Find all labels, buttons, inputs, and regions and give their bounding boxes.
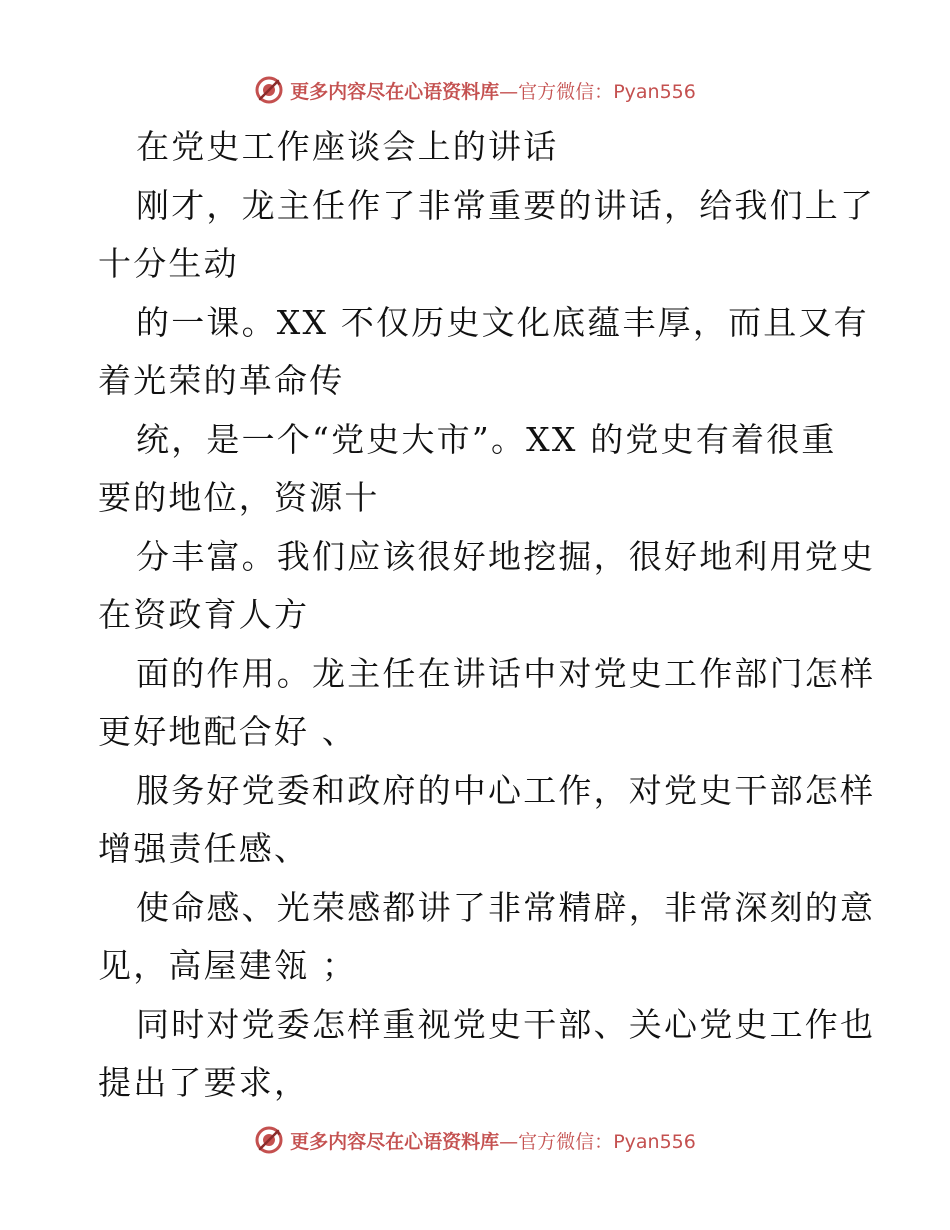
text-line: 使命感、光荣感都讲了非常精辟，非常深刻的意 <box>136 887 876 927</box>
banner-site-name: 更多内容尽在心语资料库 <box>290 1130 500 1153</box>
banner-wechat-label: 官方微信： <box>518 80 614 103</box>
text-line: 增强责任感、 <box>98 829 310 868</box>
quill-seal-icon <box>254 1125 284 1155</box>
banner-dash: — <box>499 1130 519 1153</box>
text-line: 更好地配合好 、 <box>98 712 358 751</box>
footer-banner <box>0 1120 950 1160</box>
banner-text <box>290 77 696 104</box>
text-line: 见，高屋建瓴 ； <box>98 946 358 985</box>
text-line: 要的地位，资源十 <box>98 478 380 517</box>
header-banner <box>0 70 950 110</box>
text-line: 面的作用。龙主任在讲话中对党史工作部门怎样 <box>136 653 876 693</box>
banner-wechat-label: 官方微信： <box>518 1130 614 1153</box>
text-line: 分丰富。我们应该很好地挖掘，很好地利用党史 <box>136 536 876 576</box>
text-line: 提出了要求， <box>98 1063 310 1102</box>
quill-seal-icon <box>254 75 284 105</box>
text-line: 服务好党委和政府的中心工作，对党史干部怎样 <box>136 770 876 810</box>
banner-site-name: 更多内容尽在心语资料库 <box>290 80 500 103</box>
text-line: 刚才，龙主任作了非常重要的讲话，给我们上了 <box>136 185 876 225</box>
text-line: 的一课。XX 不仅历史文化底蕴丰厚，而且又有 <box>136 302 869 342</box>
banner-wechat-id: Pyan556 <box>613 80 696 103</box>
text-line: 同时对党委怎样重视党史干部、关心党史工作也 <box>136 1004 876 1044</box>
banner-text <box>290 1127 696 1154</box>
text-line: 在资政育人方 <box>98 595 310 634</box>
document-title: 在党史工作座谈会上的讲话 <box>136 127 559 166</box>
banner-wechat-id: Pyan556 <box>613 1130 696 1153</box>
text-line: 统，是一个“党史大市”。XX 的党史有着很重 <box>136 419 837 459</box>
text-line: 着光荣的革命传 <box>98 361 345 400</box>
text-line: 十分生动 <box>98 244 239 283</box>
banner-dash: — <box>499 80 519 103</box>
document-body <box>98 118 876 1113</box>
